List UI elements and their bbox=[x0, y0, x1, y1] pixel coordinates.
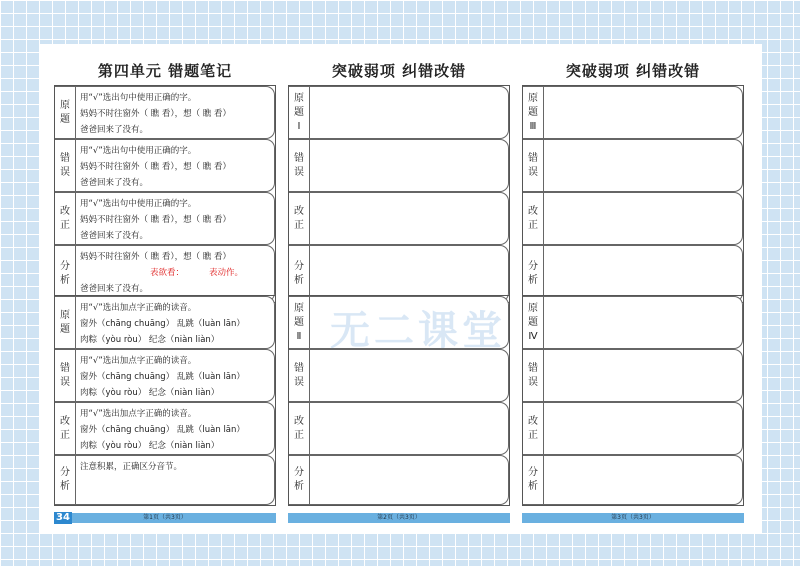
row-analysis bbox=[55, 245, 275, 302]
row-correction bbox=[289, 402, 509, 455]
page-number: 34 bbox=[54, 512, 72, 524]
row-text: 用“√”选出句中使用正确的字。 妈妈不时往窗外（ 瞧 看），想（ 瞧 看） 爸爸回来了没有。 bbox=[80, 146, 232, 188]
row-mistake bbox=[523, 139, 743, 192]
watermark: 无二课堂 bbox=[330, 308, 506, 354]
row-text: 注意积累，正确区分音节。 bbox=[80, 462, 183, 472]
row-text: 用“√”选出加点字正确的读音。 窗外（chāng chuāng） 乱跳（luàn lān） 肉粽（yòu ròu） 纪念（niàn liàn） bbox=[80, 356, 245, 398]
row-original-question bbox=[289, 86, 509, 139]
page-2 bbox=[288, 44, 510, 534]
row-correction bbox=[523, 402, 743, 455]
blank-block-4 bbox=[522, 295, 744, 506]
row-analysis bbox=[523, 245, 743, 302]
row-correction bbox=[523, 192, 743, 245]
row-label: 改 正 bbox=[523, 193, 544, 244]
row-original-question bbox=[523, 296, 743, 349]
row-original-question bbox=[55, 296, 275, 349]
row-label: 错 误 bbox=[523, 350, 544, 401]
row-analysis bbox=[289, 455, 509, 505]
row-text: 用“√”选出句中使用正确的字。 妈妈不时往窗外（ 瞧 看），想（ 瞧 看） 爸爸回来了没有。 bbox=[80, 93, 232, 135]
row-label: 改 正 bbox=[289, 403, 310, 454]
row-text: 妈妈不时往窗外（ 瞧 看），想（ 瞧 看） 表欲看： 表动作。 爸爸回来了没有。 bbox=[80, 252, 244, 294]
row-original-question bbox=[523, 86, 743, 139]
row-text: 用“√”选出加点字正确的读音。 窗外（chāng chuāng） 乱跳（luàn lān） 肉粽（yòu ròu） 纪念（niàn liàn） bbox=[80, 303, 245, 345]
row-label: 原 题 bbox=[55, 297, 76, 348]
question-block-1 bbox=[54, 85, 276, 303]
row-label: 原 题 Ⅱ bbox=[289, 297, 310, 348]
row-label: 分 析 bbox=[55, 456, 76, 504]
page-3 bbox=[522, 44, 744, 534]
row-label: 原 题 Ⅲ bbox=[523, 87, 544, 138]
row-mistake bbox=[55, 349, 275, 402]
page-title: 第四单元 错题笔记 bbox=[97, 62, 233, 80]
blank-block-3 bbox=[522, 85, 744, 303]
row-mistake bbox=[289, 349, 509, 402]
row-label: 改 正 bbox=[55, 193, 76, 244]
row-analysis bbox=[523, 455, 743, 505]
row-label: 分 析 bbox=[523, 246, 544, 301]
row-label: 分 析 bbox=[289, 456, 310, 504]
row-original-question bbox=[55, 86, 275, 139]
row-mistake bbox=[289, 139, 509, 192]
row-label: 原 题 Ⅰ bbox=[289, 87, 310, 138]
row-label: 原 题 bbox=[55, 87, 76, 138]
row-mistake bbox=[523, 349, 743, 402]
row-label: 错 误 bbox=[289, 140, 310, 191]
row-label: 改 正 bbox=[523, 403, 544, 454]
row-label: 错 误 bbox=[55, 140, 76, 191]
page-title: 突破弱项 纠错改错 bbox=[565, 62, 701, 80]
row-label: 错 误 bbox=[523, 140, 544, 191]
row-correction bbox=[55, 192, 275, 245]
row-text: 用“√”选出加点字正确的读音。 窗外（chāng chuāng） 乱跳（luàn lān） 肉粽（yòu ròu） 纪念（niàn liàn） bbox=[80, 409, 245, 451]
row-correction bbox=[55, 402, 275, 455]
page-title: 突破弱项 纠错改错 bbox=[331, 62, 467, 80]
page-footer: 第2页（共3页） bbox=[288, 513, 510, 523]
page-footer: 第1页（共3页） bbox=[54, 513, 276, 523]
blank-block-1 bbox=[288, 85, 510, 303]
row-text: 用“√”选出句中使用正确的字。 妈妈不时往窗外（ 瞧 看），想（ 瞧 看） 爸爸回来了没有。 bbox=[80, 199, 232, 241]
row-label: 改 正 bbox=[289, 193, 310, 244]
row-mistake bbox=[55, 139, 275, 192]
row-label: 错 误 bbox=[289, 350, 310, 401]
workbook-sheet bbox=[40, 44, 762, 534]
row-label: 原 题 Ⅳ bbox=[523, 297, 544, 348]
row-label: 错 误 bbox=[55, 350, 76, 401]
row-label: 分 析 bbox=[289, 246, 310, 301]
row-label: 分 析 bbox=[55, 246, 76, 301]
page-1 bbox=[54, 44, 276, 534]
question-block-2 bbox=[54, 295, 276, 506]
row-analysis bbox=[55, 455, 275, 505]
row-label: 分 析 bbox=[523, 456, 544, 504]
row-label: 改 正 bbox=[55, 403, 76, 454]
page-footer: 第3页（共3页） bbox=[522, 513, 744, 523]
row-analysis bbox=[289, 245, 509, 302]
row-correction bbox=[289, 192, 509, 245]
